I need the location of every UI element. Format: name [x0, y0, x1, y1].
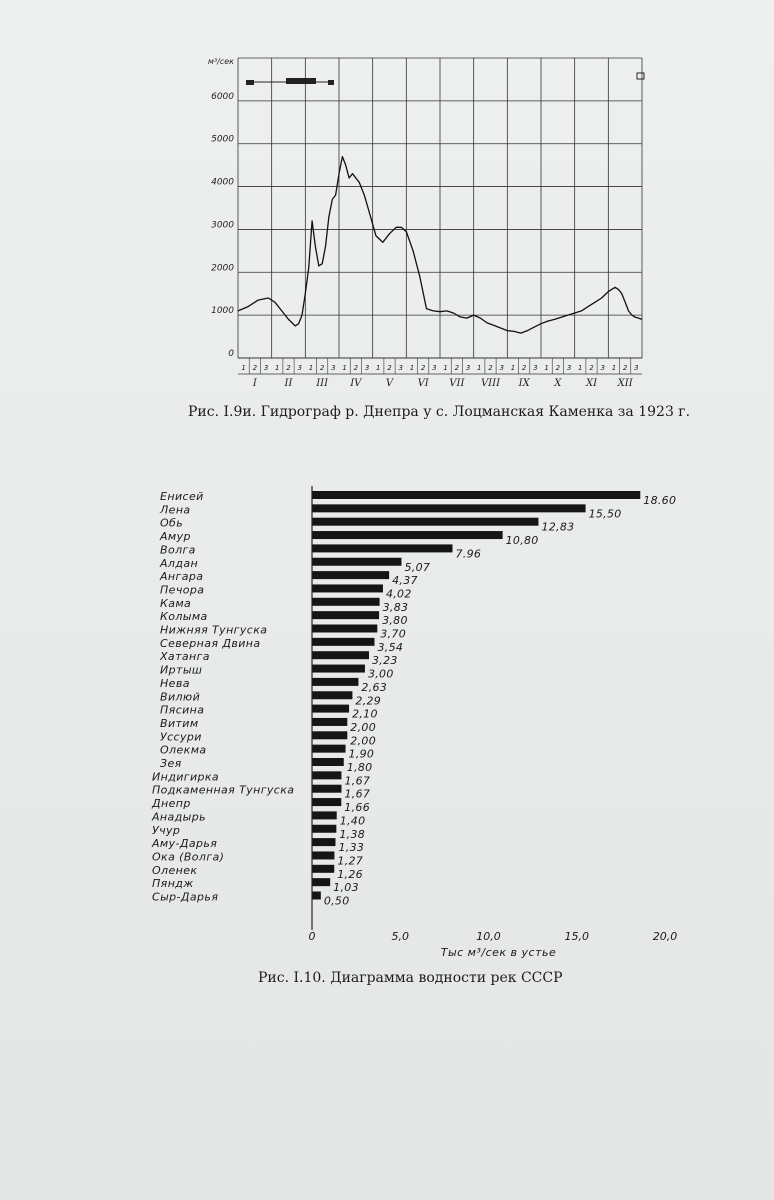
bar-value-label: 10,80: [505, 534, 539, 548]
y-tick-label: 1000: [211, 306, 234, 317]
bar-value-label: 1,33: [338, 841, 365, 855]
bar-value-label: 3,00: [367, 667, 394, 681]
bar-value-label: 4,02: [385, 587, 412, 601]
bar-value-label: 3,23: [372, 654, 398, 668]
bar-category-labels: [151, 490, 294, 904]
decade-label: 3: [634, 364, 639, 372]
river-label: Пясина: [160, 703, 205, 717]
decade-label: 1: [544, 364, 549, 372]
bar: [312, 771, 341, 779]
bar: [312, 518, 538, 526]
month-label: VII: [449, 378, 465, 389]
month-label: VI: [417, 378, 429, 389]
x-tick-label: 0: [308, 929, 316, 943]
bar: [312, 705, 349, 713]
river-label: Учур: [152, 823, 181, 837]
bar: [312, 745, 346, 753]
decade-label: 3: [297, 364, 302, 372]
decade-label: 3: [432, 364, 437, 372]
y-tick-label: 6000: [211, 91, 234, 102]
bar-value-label: 1,67: [344, 787, 371, 801]
decade-label: 2: [555, 364, 561, 372]
decade-label: 1: [611, 364, 617, 372]
x-tick-label: 20,0: [652, 929, 678, 943]
bar: [312, 544, 452, 552]
river-label: Сыр-Дарья: [152, 890, 219, 904]
bar-value-label: 3,70: [380, 627, 407, 641]
decade-label: 3: [499, 364, 504, 372]
river-label: Витим: [160, 716, 199, 730]
decade-label: 2: [454, 364, 460, 372]
month-label: IX: [518, 378, 530, 389]
bar-value-label: 1,27: [337, 854, 364, 868]
decade-label: 2: [521, 364, 527, 372]
bar: [312, 598, 380, 606]
bar: [312, 838, 335, 846]
river-label: Волга: [160, 543, 196, 557]
month-label: I: [252, 378, 257, 389]
bar-chart-caption: Рис. I.10. Диаграмма водности рек СССР: [258, 970, 563, 986]
y-tick-label: 4000: [211, 177, 234, 188]
decade-label: 3: [465, 364, 471, 372]
y-tick-label: 3000: [211, 220, 234, 231]
river-label: Подкаменная Тунгуска: [152, 783, 295, 797]
x-axis-label: Тыс м³/сек в устье: [440, 945, 557, 959]
bar-value-label: 0,50: [323, 894, 350, 908]
bar: [312, 571, 389, 579]
river-label: Северная Двина: [160, 636, 261, 650]
bar-value-label: 3,80: [382, 614, 408, 628]
decade-label: 3: [533, 364, 538, 372]
decade-label: 1: [443, 364, 448, 372]
month-label: XI: [585, 378, 598, 389]
river-label: Лена: [160, 503, 191, 517]
bar: [312, 584, 383, 592]
bar-value-label: 2,63: [361, 680, 388, 694]
river-label: Зея: [160, 757, 182, 770]
decade-label: 2: [252, 364, 258, 372]
decade-label: 2: [589, 364, 594, 372]
river-label: Олекма: [160, 743, 207, 757]
bar: [312, 758, 344, 766]
river-label: Колыма: [160, 610, 208, 624]
river-label: Уссури: [160, 730, 202, 744]
river-label: Оленек: [152, 863, 198, 877]
hydrograph-x-axis: [238, 358, 642, 389]
decade-label: 3: [364, 364, 370, 372]
decade-label: 1: [275, 364, 280, 372]
decade-label: 2: [319, 364, 325, 372]
river-label: Пяндж: [152, 877, 194, 891]
decade-label: 2: [353, 364, 359, 372]
river-label: Анадырь: [152, 810, 207, 824]
bar-value-label: 1,03: [333, 881, 359, 895]
bar: [312, 731, 347, 739]
month-label: III: [316, 378, 329, 389]
bar: [312, 625, 377, 633]
bar-value-label: 3,83: [382, 600, 409, 614]
bar-value-label: 1,67: [344, 774, 371, 788]
river-label: Хатанга: [160, 650, 210, 664]
river-label: Обь: [160, 516, 184, 530]
decade-label: 1: [376, 364, 381, 372]
bar: [312, 504, 586, 512]
decade-label: 3: [263, 364, 269, 372]
bar-value-label: 2,29: [355, 694, 382, 708]
bar: [312, 798, 341, 806]
bar: [312, 678, 358, 686]
bar: [312, 611, 379, 619]
month-label: VIII: [480, 378, 501, 389]
month-label: II: [284, 378, 293, 389]
bar: [312, 785, 341, 793]
bar-value-label: 18.60: [643, 494, 677, 507]
bar: [312, 531, 503, 539]
decade-label: 1: [241, 364, 246, 372]
bar-value-label: 1,38: [339, 827, 366, 841]
river-label: Иртыш: [160, 663, 203, 677]
bar-value-labels: [324, 494, 676, 908]
bar: [312, 811, 337, 819]
hydrograph-caption: Рис. I.9и. Гидрограф р. Днепра у с. Лоцманская Каменка за 1923 г.: [188, 404, 691, 420]
bar: [312, 651, 369, 659]
decade-label: 1: [409, 364, 415, 372]
river-label: Днепр: [152, 797, 191, 811]
water-volume-bar-chart: [130, 470, 710, 965]
y-tick-label: 5000: [211, 134, 234, 145]
decade-label: 3: [566, 364, 572, 372]
bar: [312, 878, 330, 886]
river-label: Индигирка: [152, 770, 220, 784]
bar: [312, 865, 334, 873]
bar-value-label: 2,00: [350, 720, 377, 734]
decade-label: 1: [477, 364, 482, 372]
bar: [312, 825, 336, 833]
bar-value-label: 12,83: [541, 520, 575, 534]
bar-value-label: 7.96: [455, 547, 482, 561]
decade-label: 1: [308, 364, 314, 372]
decade-label: 1: [342, 364, 347, 372]
month-label: X: [554, 378, 562, 389]
bar: [312, 892, 321, 900]
bar-value-label: 1,26: [337, 867, 363, 881]
bar: [312, 691, 352, 699]
decade-label: 3: [600, 364, 605, 372]
river-label: Ока (Волга): [152, 850, 225, 864]
decade-label: 2: [622, 364, 628, 372]
decade-label: 3: [331, 364, 336, 372]
y-axis-unit: м³/сек: [207, 57, 234, 66]
decade-label: 2: [286, 364, 291, 372]
river-label: Нижняя Тунгуска: [160, 623, 268, 637]
river-label: Ангара: [160, 570, 204, 584]
river-label: Аму-Дарья: [152, 837, 218, 851]
hydrograph-chart: [180, 40, 660, 390]
bar: [312, 558, 401, 566]
bar-value-label: 2,10: [352, 707, 378, 721]
month-label: XII: [617, 378, 633, 389]
river-label: Амур: [160, 530, 191, 544]
bar-value-label: 1,90: [348, 747, 375, 761]
river-label: Енисей: [160, 490, 204, 503]
month-label: IV: [350, 378, 362, 389]
bar: [312, 718, 347, 726]
bar: [312, 491, 640, 499]
river-label: Нева: [160, 676, 190, 690]
bar-value-label: 3,54: [377, 640, 404, 654]
decade-label: 3: [398, 364, 403, 372]
decade-label: 1: [578, 364, 583, 372]
bar-value-label: 1,80: [346, 761, 373, 774]
hydrograph-y-axis: [208, 57, 234, 359]
bar-value-label: 15,50: [588, 507, 622, 521]
x-tick-label: 5,0: [391, 929, 409, 943]
bar-value-label: 2,00: [350, 734, 377, 748]
month-label: V: [385, 378, 394, 389]
bar: [312, 851, 334, 859]
bar: [312, 665, 365, 673]
river-label: Кама: [160, 596, 192, 610]
bar: [312, 638, 374, 646]
river-label: Печора: [160, 583, 205, 597]
bar-value-label: 1,66: [344, 801, 371, 815]
x-tick-label: 15,0: [564, 929, 589, 943]
decade-label: 2: [420, 364, 426, 372]
x-tick-label: 10,0: [476, 929, 501, 943]
decade-label: 2: [387, 364, 392, 372]
bar-value-label: 1,40: [339, 814, 366, 828]
bar-value-label: 4,37: [392, 574, 418, 588]
y-tick-label: 0: [228, 349, 234, 359]
decade-label: 2: [488, 364, 493, 372]
bar-value-label: 5,07: [404, 560, 431, 574]
decade-label: 1: [510, 364, 516, 372]
river-label: Вилюй: [160, 690, 201, 704]
river-label: Алдан: [160, 556, 199, 570]
y-tick-label: 2000: [211, 263, 234, 274]
hydrograph-grid: [238, 58, 642, 358]
